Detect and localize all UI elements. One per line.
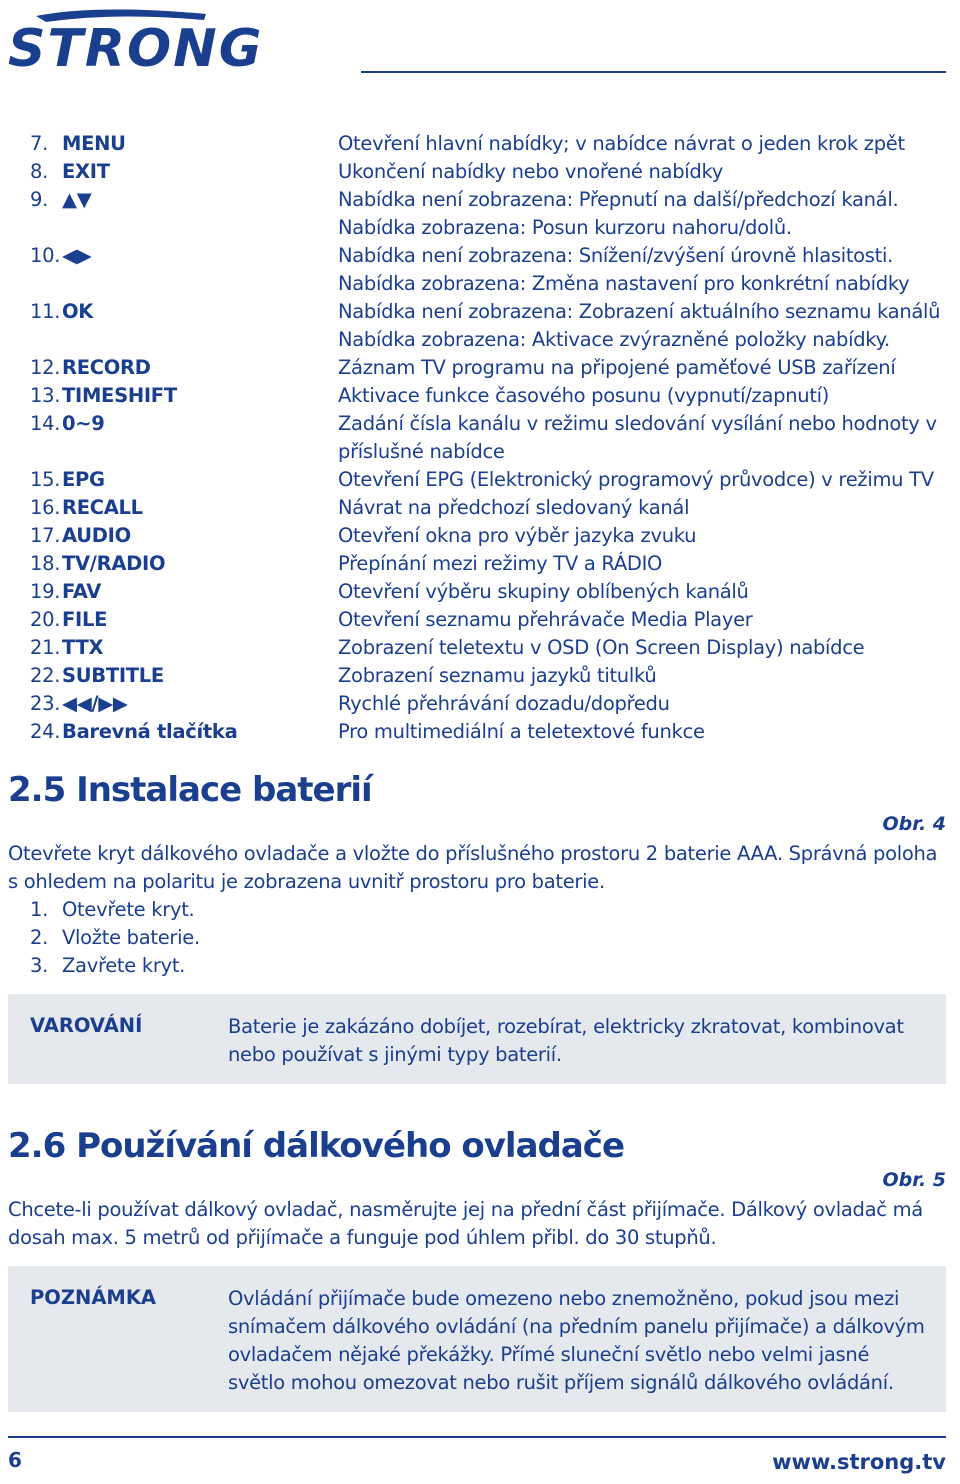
key-description [338, 550, 945, 578]
key-name: ◀◀/▶▶ [62, 692, 128, 715]
key-number: 16. [30, 496, 61, 519]
figure-ref-4: Obr. 4 [882, 813, 946, 835]
key-row [30, 494, 945, 522]
step-text: Otevřete kryt. [62, 898, 195, 921]
key-description-line: Nabídka není zobrazena: Přepnutí na další/předchozí kanál. [338, 188, 899, 211]
key-description [338, 578, 945, 606]
key-number: 13. [30, 384, 61, 407]
key-name: EXIT [62, 160, 110, 183]
logo-text: STRONG [8, 19, 264, 70]
key-description [338, 242, 945, 298]
key-number: 10. [30, 244, 61, 267]
key-row [30, 662, 945, 690]
step-number: 2. [30, 926, 49, 949]
key-row [30, 410, 945, 466]
key-description [338, 466, 945, 494]
step-text: Zavřete kryt. [62, 954, 186, 977]
key-name: FAV [62, 580, 102, 603]
key-number: 12. [30, 356, 61, 379]
key-description [338, 662, 945, 690]
key-description-line: Otevření seznamu přehrávače Media Player [338, 608, 753, 631]
key-description-line: Návrat na předchozí sledovaný kanál [338, 496, 690, 519]
key-description-line: Otevření výběru skupiny oblíbených kanálů [338, 580, 749, 603]
key-description-line: Ukončení nabídky nebo vnořené nabídky [338, 160, 724, 183]
note-text: Ovládání přijímače bude omezeno nebo znemožněno, pokud jsou mezi snímačem dálkového ovládání (na předním panelu přijímače) a dálkovým ovladačem nějaké překážky. Přímé sluneční světlo nebo velmi jasné světlo mohou omezovat nebo rušit příjem signálů dálkového ovládání. [228, 1287, 925, 1394]
key-row [30, 690, 945, 718]
key-name: ▲▼ [62, 188, 92, 211]
key-row [30, 578, 945, 606]
step-number: 3. [30, 954, 49, 977]
key-description-line: Záznam TV programu na připojené paměťové USB zařízení [338, 356, 896, 379]
key-description-line: Rychlé přehrávání dozadu/dopředu [338, 692, 670, 715]
note-box [8, 1266, 946, 1412]
key-name: SUBTITLE [62, 664, 164, 687]
section-heading-remote-use: 2.6 Používání dálkového ovladače [8, 1126, 625, 1166]
key-row [30, 522, 945, 550]
key-description-line: Otevření EPG (Elektronický programový průvodce) v režimu TV [338, 468, 934, 491]
key-name: MENU [62, 132, 126, 155]
key-description-line: Nabídka není zobrazena: Zobrazení aktuálního seznamu kanálů [338, 300, 941, 323]
batteries-paragraph: Otevřete kryt dálkového ovladače a vložte do příslušného prostoru 2 baterie AAA. Správná poloha s ohledem na polaritu je zobrazena uvnitř prostoru pro baterie. [8, 842, 938, 893]
key-number: 17. [30, 524, 61, 547]
remote-key-list [30, 130, 945, 746]
key-description [338, 522, 945, 550]
warning-text: Baterie je zakázáno dobíjet, rozebírat, elektricky zkratovat, kombinovat nebo používat s jinými typy baterií. [228, 1015, 904, 1066]
key-number: 14. [30, 412, 61, 435]
strong-logo [6, 8, 316, 70]
step-item [30, 896, 200, 924]
key-number: 11. [30, 300, 61, 323]
key-name: EPG [62, 468, 105, 491]
key-number: 7. [30, 132, 49, 155]
key-description-line: Otevření hlavní nabídky; v nabídce návrat o jeden krok zpět [338, 132, 905, 155]
step-number: 1. [30, 898, 49, 921]
key-description [338, 298, 945, 354]
key-name: RECALL [62, 496, 143, 519]
key-description-line: Zobrazení seznamu jazyků titulků [338, 664, 657, 687]
key-row [30, 634, 945, 662]
key-number: 20. [30, 608, 61, 631]
key-description-line: Aktivace funkce časového posunu (vypnutí/zapnutí) [338, 384, 830, 407]
step-text: Vložte baterie. [62, 926, 200, 949]
key-description [338, 410, 945, 466]
key-row [30, 354, 945, 382]
key-number: 21. [30, 636, 61, 659]
key-description [338, 130, 945, 158]
key-name: TIMESHIFT [62, 384, 177, 407]
key-description-line: Zobrazení teletextu v OSD (On Screen Display) nabídce [338, 636, 865, 659]
key-name: AUDIO [62, 524, 131, 547]
key-number: 15. [30, 468, 61, 491]
key-number: 24. [30, 720, 61, 743]
key-description [338, 494, 945, 522]
key-row [30, 606, 945, 634]
step-item [30, 924, 200, 952]
key-row [30, 718, 945, 746]
section-heading-batteries: 2.5 Instalace baterií [8, 770, 372, 810]
key-row [30, 186, 945, 242]
key-number: 23. [30, 692, 61, 715]
key-name: OK [62, 300, 94, 323]
key-description-line: Otevření okna pro výběr jazyka zvuku [338, 524, 697, 547]
key-name: FILE [62, 608, 108, 631]
key-description [338, 634, 945, 662]
key-description-line: příslušné nabídce [338, 440, 505, 463]
key-row [30, 466, 945, 494]
page-number: 6 [8, 1448, 22, 1472]
step-item [30, 952, 200, 980]
key-number: 18. [30, 552, 61, 575]
key-description-line: Pro multimediální a teletextové funkce [338, 720, 705, 743]
key-number: 8. [30, 160, 49, 183]
key-name: TV/RADIO [62, 552, 166, 575]
key-description [338, 718, 945, 746]
key-row [30, 130, 945, 158]
key-description [338, 606, 945, 634]
footer-rule [8, 1436, 946, 1438]
key-description-line: Nabídka není zobrazena: Snížení/zvýšení úrovně hlasitosti. [338, 244, 894, 267]
warning-box [8, 994, 946, 1084]
key-name: 0~9 [62, 412, 105, 435]
key-name: RECORD [62, 356, 151, 379]
key-number: 19. [30, 580, 61, 603]
header-rule [361, 71, 946, 73]
key-description-line: Přepínání mezi režimy TV a RÁDIO [338, 552, 663, 575]
key-description-line: Nabídka zobrazena: Posun kurzoru nahoru/dolů. [338, 216, 792, 239]
key-row [30, 298, 945, 354]
key-description-line: Nabídka zobrazena: Aktivace zvýrazněné položky nabídky. [338, 328, 890, 351]
key-description [338, 158, 945, 186]
key-description-line: Nabídka zobrazena: Změna nastavení pro konkrétní nabídky [338, 272, 910, 295]
key-description [338, 382, 945, 410]
remote-use-paragraph: Chcete-li používat dálkový ovladač, nasměrujte jej na přední část přijímače. Dálkový ovladač má dosah max. 5 metrů od přijímače a funguje pod úhlem přibl. do 30 stupňů. [8, 1198, 923, 1249]
key-description [338, 186, 945, 242]
figure-ref-5: Obr. 5 [882, 1169, 946, 1191]
key-name: TTX [62, 636, 104, 659]
note-label: POZNÁMKA [30, 1286, 157, 1309]
key-row [30, 242, 945, 298]
key-number: 22. [30, 664, 61, 687]
key-description [338, 354, 945, 382]
key-description-line: Zadání čísla kanálu v režimu sledování vysílání nebo hodnoty v [338, 412, 937, 435]
battery-steps [30, 896, 200, 980]
key-name: Barevná tlačítka [62, 720, 238, 743]
website-link[interactable]: www.strong.tv [772, 1450, 946, 1474]
key-row [30, 382, 945, 410]
warning-label: VAROVÁNÍ [30, 1014, 143, 1037]
key-name: ◀▶ [62, 244, 92, 267]
key-row [30, 550, 945, 578]
key-description [338, 690, 945, 718]
key-number: 9. [30, 188, 49, 211]
key-row [30, 158, 945, 186]
